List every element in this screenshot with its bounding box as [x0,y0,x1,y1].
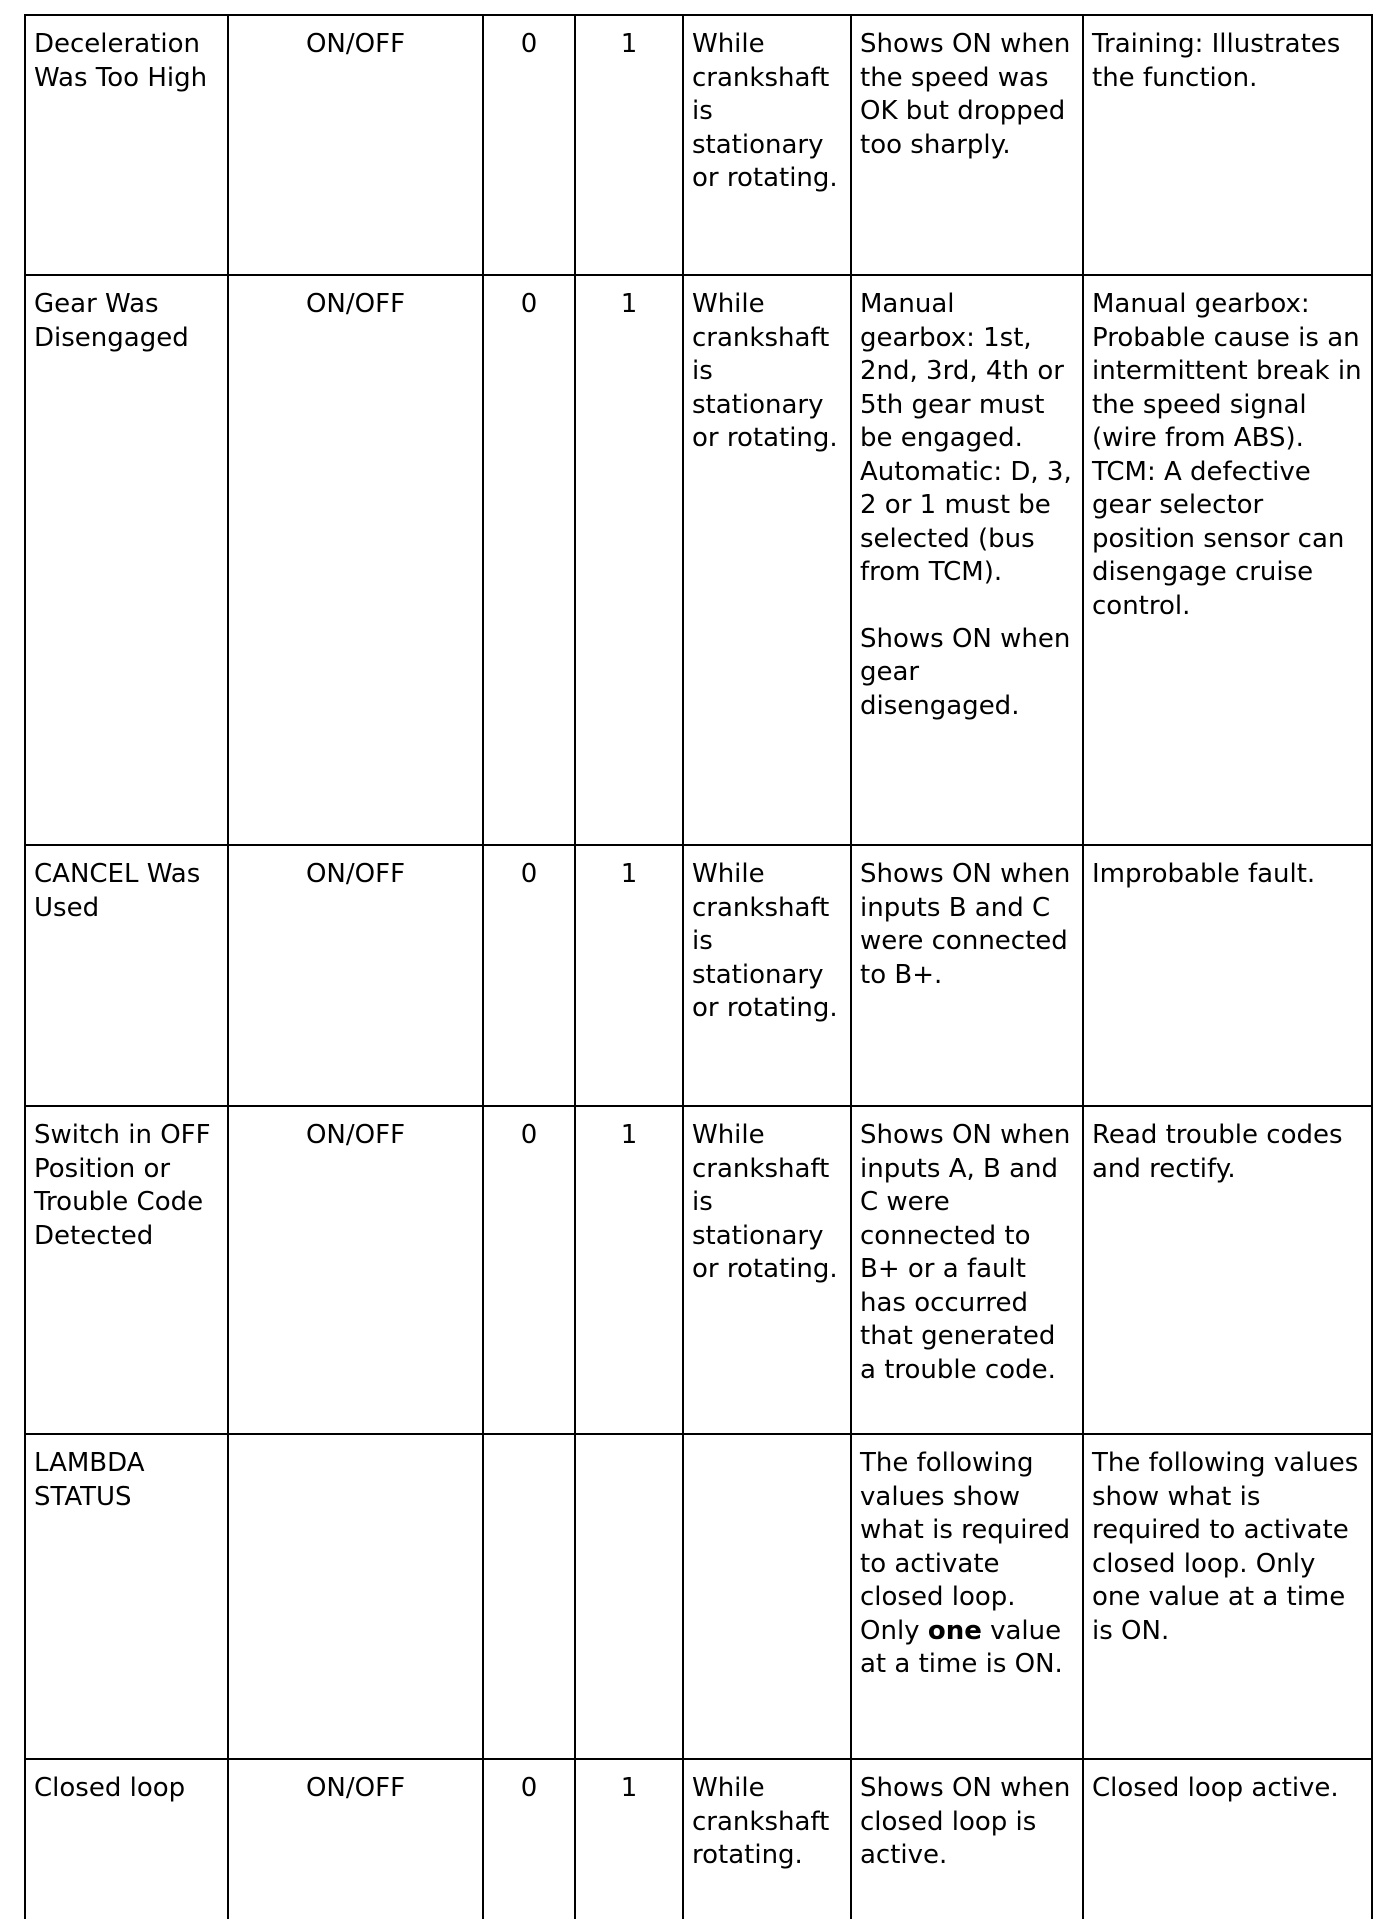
parameter-comment: Read trouble codes and rectify. [1083,1106,1372,1434]
parameter-min: 0 [483,845,575,1106]
table-row [25,15,1372,275]
parameter-name: CANCEL Was Used [25,845,228,1106]
parameter-table [24,14,1373,1919]
parameter-unit: ON/OFF [228,15,483,275]
parameter-description [851,1434,1083,1759]
parameter-description [851,275,1083,845]
parameter-name: Gear Was Disengaged [25,275,228,845]
parameter-comment: Improbable fault. [1083,845,1372,1106]
parameter-min [483,1434,575,1759]
table-row [25,1759,1372,1919]
table-row [25,1106,1372,1434]
parameter-description: Shows ON when inputs A, B and C were connected to B+ or a fault has occurred that generated a trouble code. [851,1106,1083,1434]
parameter-min: 0 [483,275,575,845]
parameter-description: Shows ON when inputs B and C were connected to B+. [851,845,1083,1106]
parameter-name: Closed loop [25,1759,228,1919]
parameter-description: Shows ON when the speed was OK but dropped too sharply. [851,15,1083,275]
parameter-min: 0 [483,15,575,275]
parameter-max: 1 [575,1759,683,1919]
table-row [25,275,1372,845]
parameter-unit: ON/OFF [228,845,483,1106]
parameter-max: 1 [575,845,683,1106]
table-row [25,1434,1372,1759]
parameter-name: Switch in OFF Position or Trouble Code Detected [25,1106,228,1434]
parameter-condition: While crankshaft is stationary or rotating. [683,1106,851,1434]
parameter-condition: While crankshaft is stationary or rotating. [683,15,851,275]
parameter-min: 0 [483,1759,575,1919]
parameter-name: Deceleration Was Too High [25,15,228,275]
parameter-comment: Closed loop active. [1083,1759,1372,1919]
parameter-unit: ON/OFF [228,275,483,845]
parameter-condition: While crankshaft is stationary or rotating. [683,845,851,1106]
table-row [25,845,1372,1106]
parameter-comment: Training: Illustrates the function. [1083,15,1372,275]
parameter-unit [228,1434,483,1759]
description-emphasis: one [927,1615,982,1646]
description-text: The following values show what is required to activate closed loop. Only [860,1448,1071,1646]
parameter-condition: While crankshaft rotating. [683,1759,851,1919]
parameter-comment: Manual gearbox: Probable cause is an intermittent break in the speed signal (wire from ABS). TCM: A defective gear selector position sensor can disengage cruise control. [1083,275,1372,845]
description-paragraph: Manual gearbox: 1st, 2nd, 3rd, 4th or 5th gear must be engaged. Automatic: D, 3, 2 or 1 must be selected (bus from TCM). [860,289,1072,587]
description-paragraph: Shows ON when gear disengaged. [860,623,1071,721]
parameter-unit: ON/OFF [228,1106,483,1434]
parameter-max: 1 [575,15,683,275]
parameter-unit: ON/OFF [228,1759,483,1919]
description-text: value at a time is ON. [860,1615,1063,1679]
parameter-max: 1 [575,275,683,845]
parameter-name: LAMBDA STATUS [25,1434,228,1759]
parameter-condition [683,1434,851,1759]
parameter-comment: The following values show what is required to activate closed loop. Only one value at a time is ON. [1083,1434,1372,1759]
parameter-condition: While crankshaft is stationary or rotating. [683,275,851,845]
parameter-max: 1 [575,1106,683,1434]
parameter-min: 0 [483,1106,575,1434]
parameter-description: Shows ON when closed loop is active. [851,1759,1083,1919]
parameter-max [575,1434,683,1759]
